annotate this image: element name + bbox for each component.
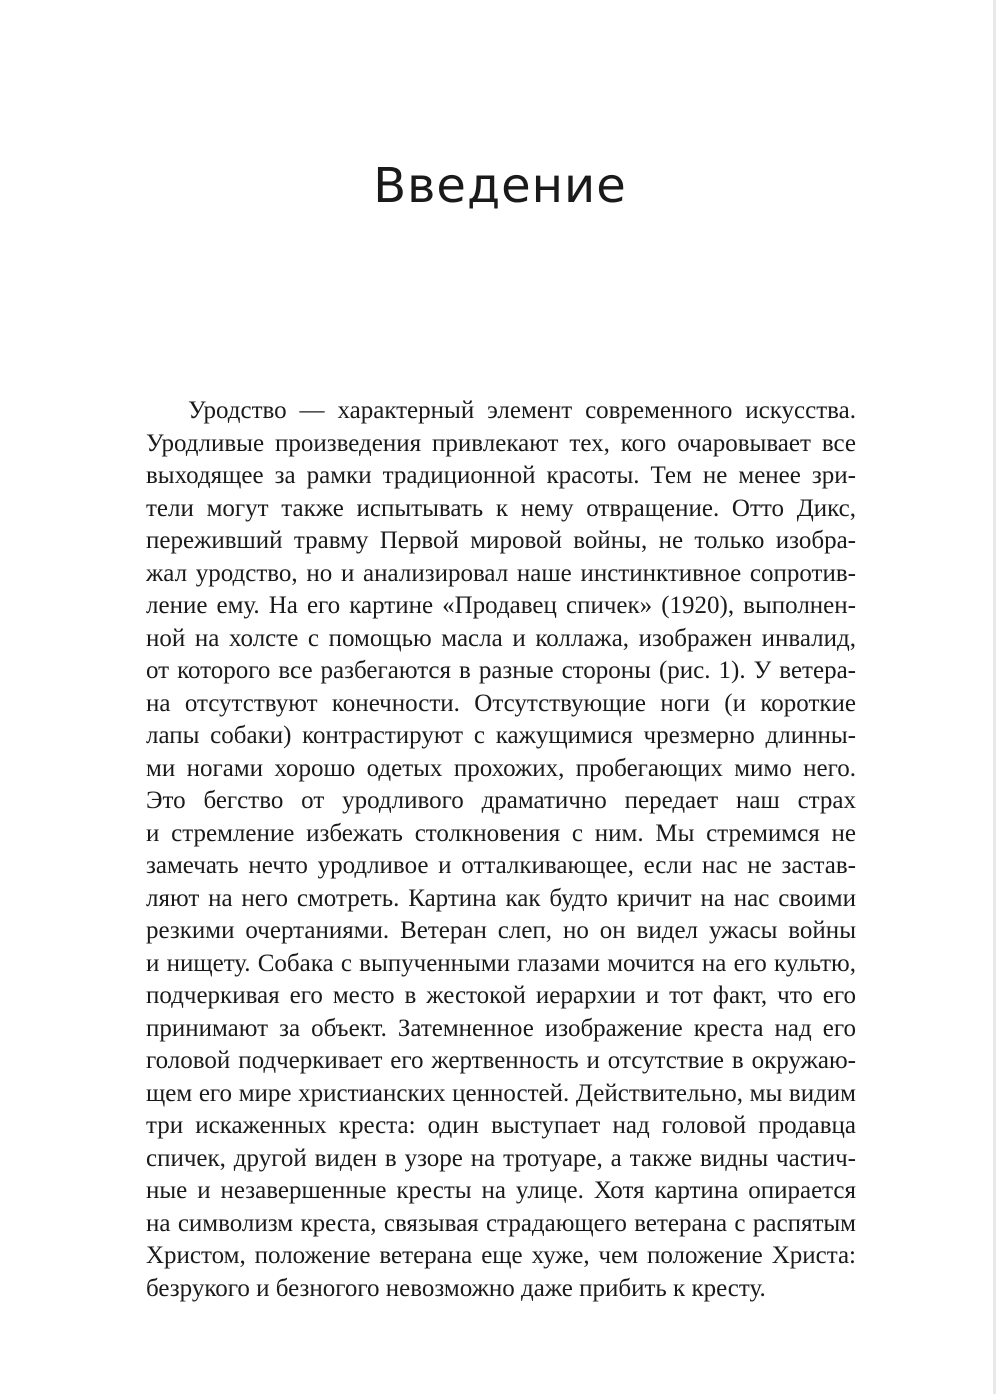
text-line: принимают за объект. Затемненное изображение креста над его: [146, 1014, 856, 1042]
text-line: Это бегство от уродливого драматично передает наш страх: [146, 787, 856, 814]
text-line: ные и незавершенные кресты на улице. Хотя картина опирается: [146, 1177, 856, 1204]
text-line: ми ногами хорошо одетых прохожих, пробегающих мимо него.: [146, 754, 856, 782]
text-line: щем его мире христианских ценностей. Действительно, мы видим: [146, 1079, 856, 1107]
text-line: резкими очертаниями. Ветеран слеп, но он видел ужасы войны: [146, 917, 856, 944]
text-line: тели могут также испытывать к нему отвращение. Отто Дикс,: [146, 494, 856, 522]
text-line: выходящее за рамки традиционной красоты. Тем не менее зри-: [146, 462, 856, 489]
text-line: ной на холсте с помощью масла и коллажа, изображен инвалид,: [146, 624, 856, 652]
text-line: три искаженных креста: один выступает над головой продавца: [146, 1112, 856, 1139]
text-line: переживший травму Первой мировой войны, не только изобра-: [146, 527, 856, 554]
text-line: лапы собаки) контрастируют с кажущимися чрезмерно длинны-: [146, 722, 856, 749]
chapter-title: Введение: [373, 158, 627, 214]
text-line: ление ему. На его картине «Продавец спичек» (1920), выполнен-: [146, 592, 856, 619]
text-line: и нищету. Собака с выпученными глазами мочится на его культю,: [146, 949, 856, 977]
text-line: и стремление избежать столкновения с ним. Мы стремимся не: [146, 819, 856, 847]
text-line: от которого все разбегаются в разные стороны (рис. 1). У ветера-: [146, 657, 856, 684]
text-line: Христом, положение ветерана еще хуже, чем положение Христа:: [146, 1242, 856, 1269]
body-paragraph: [146, 395, 856, 1305]
text-line: на символизм креста, связывая страдающего ветерана с распятым: [146, 1209, 856, 1237]
text-line: Уродство — характерный элемент современного искусства.: [188, 397, 856, 424]
text-line: подчеркивая его место в жестокой иерархии и тот факт, что его: [146, 982, 856, 1009]
text-line: на отсутствуют конечности. Отсутствующие ноги (и короткие: [146, 689, 856, 717]
text-line: безрукого и безногого невозможно даже прибить к кресту.: [146, 1274, 766, 1302]
text-line: жал уродство, но и анализировал наше инстинктивное сопротив-: [146, 559, 856, 587]
text-line: головой подчеркивает его жертвенность и отсутствие в окружаю-: [146, 1047, 856, 1074]
text-line: Уродливые произведения привлекают тех, кого очаровывает все: [146, 429, 856, 457]
text-line: спичек, другой виден в узоре на тротуаре, а также видны частич-: [146, 1144, 856, 1172]
text-line: замечать нечто уродливое и отталкивающее, если нас не застав-: [146, 852, 856, 879]
text-line: ляют на него смотреть. Картина как будто кричит на нас своими: [146, 884, 856, 912]
